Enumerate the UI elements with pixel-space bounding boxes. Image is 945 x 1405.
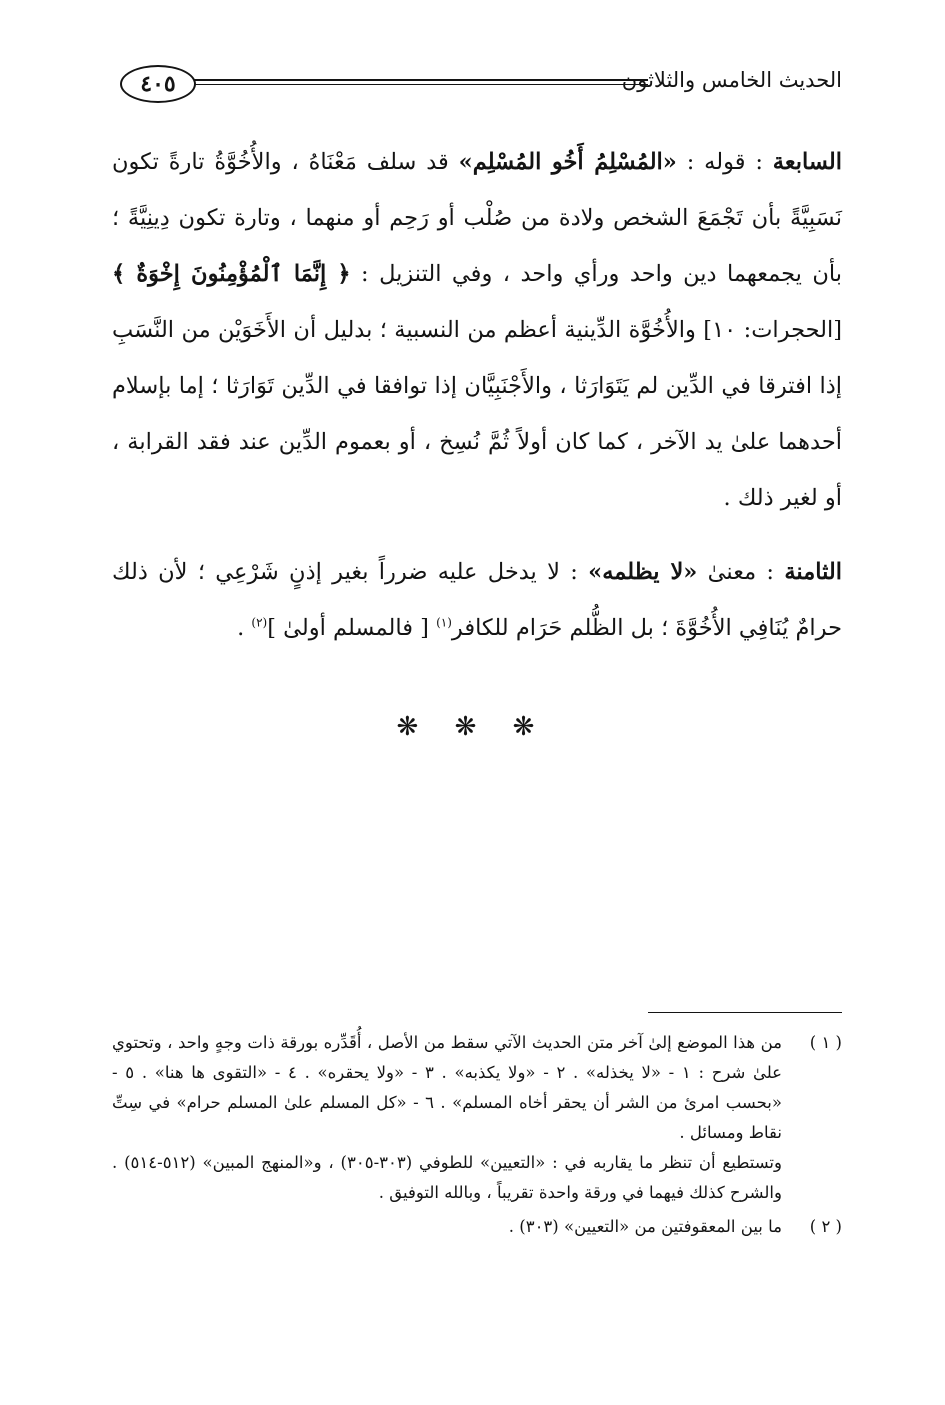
paragraph-text: .	[237, 615, 252, 641]
paragraph-text: [ فالمسلم أولىٰ ]	[267, 615, 437, 641]
footnote-number: ( ١ )	[809, 1033, 842, 1052]
footnote-body	[112, 1028, 782, 1208]
footnote-2	[112, 1212, 842, 1242]
footnote-text: ما بين المعقوفتين من «التعيين» (٣٠٣) .	[508, 1217, 782, 1236]
page-number: ٤٠٥	[120, 65, 196, 103]
page-header	[120, 62, 842, 106]
paragraph-eighth	[112, 544, 842, 656]
running-title: الحديث الخامس والثلاثون	[621, 68, 842, 92]
paragraph-text: : لا يدخل عليه ضرراً بغير إذنٍ شَرْعِي ؛ لأن ذلك حرامٌ يُنَافِي الأُخُوَّةَ ؛ بل الظُّلم حَرَام للكافر	[112, 559, 842, 641]
footnote-number: ( ٢ )	[809, 1217, 842, 1236]
footnote-ref-1[interactable]: (١)	[436, 615, 452, 630]
footnote-ref-2[interactable]: (٢)	[251, 615, 268, 630]
hadith-quote: «لا يظلمه»	[588, 559, 698, 585]
paragraph-lead: السابعة	[772, 149, 842, 175]
paragraph-text: قد سلف مَعْنَاهُ ، والأُخُوَّةُ تارةً تكون نَسَبِيَّةً بأن تَجْمَعَ الشخص ولادة من صُلْب أو رَحِم أو منهما ، وتارة تكون دِينِيَّةً ؛ بأن يجمعهما دين واحد ورأي واحد ، وفي التنزيل :	[112, 149, 843, 287]
paragraph-text: [الحجرات: ١٠] والأُخُوَّة الدِّينية أعظم من النسبية ؛ بدليل أن الأَخَوَيْن من النَّسَبِ إذا افترقا في الدِّين لم يَتَوَارَثا ، والأَجْنَبِيَّان إذا توافقا في الدِّين تَوَارَثا ؛ إما بإسلام أحدهما علىٰ يد الآخر ، كما كان أولاً ثُمَّ نُسِخ ، أو بعموم الدِّين عند فقد القرابة ، أو لغير ذلك .	[112, 317, 843, 511]
footnotes	[112, 1028, 842, 1246]
footnote-body	[112, 1212, 782, 1242]
hadith-quote: «المُسْلِمُ أَخُو المُسْلِم»	[458, 149, 677, 175]
footnote-rule	[648, 1012, 842, 1013]
paragraph-text: : قوله :	[676, 149, 773, 175]
section-separator: ❋ ❋ ❋	[396, 712, 549, 742]
footnote-text: من هذا الموضع إلىٰ آخر متن الحديث الآتي سقط من الأصل ، أُقَدِّره بورقة ذات وجهٍ واحد ، وتحتوي علىٰ شرح : ١ - «لا يخذله» . ٢ - «ولا يكذبه» . ٣ - «ولا يحقره» . ٤ - «التقوى ها هنا» . ٥ - «بحسب امرئ من الشر أن يحقر أخاه المسلم» . ٦ - «كل المسلم علىٰ المسلم حرام» في سِتِّ نقاط ومسائل .	[112, 1033, 783, 1142]
footnote-text: وتستطيع أن تنظر ما يقاربه في : «التعيين» للطوفي (٣٠٣-٣٠٥) ، و«المنهج المبين» (٥١٢-٥١٤) . والشرح كذلك فيهما في ورقة واحدة تقريباً ، وبالله التوفيق .	[112, 1153, 782, 1202]
paragraph-lead: الثامنة	[784, 559, 842, 585]
footnote-1	[112, 1028, 842, 1208]
paragraph-seventh	[112, 134, 842, 526]
header-rule	[184, 79, 648, 85]
main-text	[112, 134, 842, 656]
paragraph-text: : معنىٰ	[697, 559, 785, 585]
quran-verse: ﴿ إِنَّمَا ٱلْمُؤْمِنُونَ إِخْوَةٌ ﴾	[112, 261, 351, 287]
